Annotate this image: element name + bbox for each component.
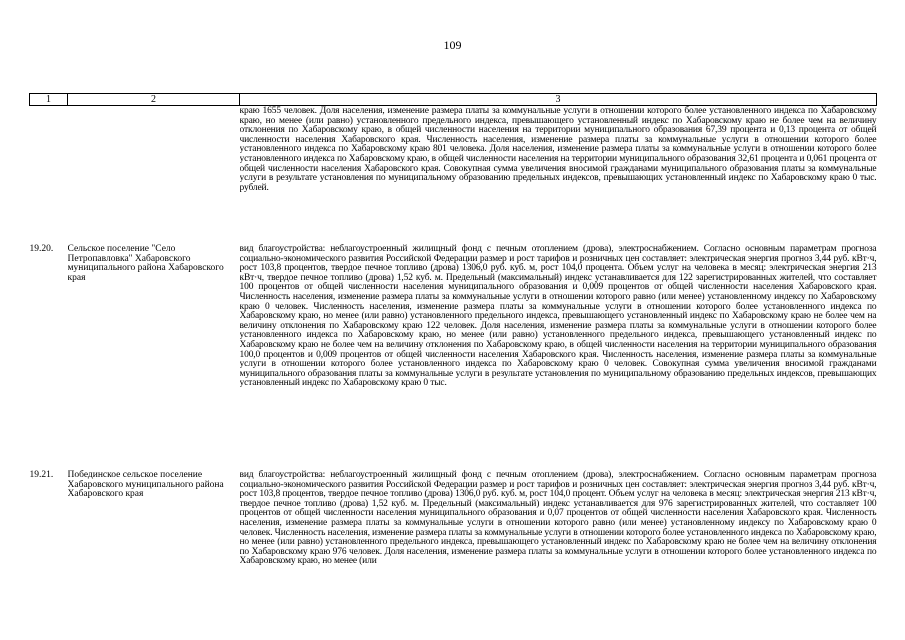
page-number: 109	[443, 38, 462, 52]
table-row	[30, 106, 877, 236]
table-row	[30, 459, 877, 623]
row-description: вид благоустройства: неблагоустроенный жилищный фонд с печным отоплением (дрова), электроснабжением. Согласно основным параметрам прогноза социально-экономического развития Российской Федерации размер и рост тарифов и розничных цен составляет: электрическая энергия прогноз 3,44 руб. кВт·ч, рост 103,8 процентов, твердое печное топливо (дрова) 1306,0 руб. куб. м, рост 104,0 процент. Объем услуг на человека в месяц: электрическая энергия 213 кВт·ч, твердое печное топливо (дрова) 1,52 куб. м. Предельный (максимальный) индекс устанавливается для 976 зарегистрированных жителей, что составляет 100 процентов от общей численности населения муниципального образования и 0,07 процентов от общей численности населения Хабаровского края. Численность населения, изменение размера платы за коммунальные услуги в отношении которого равно (или менее) установленному индексу по Хабаровскому краю 0 человек. Численность населения, изменение размера платы за коммунальные услуги в отношении которого более установленного индекса по Хабаровскому краю, но менее (или равно) установленного предельного индекса, превышающего установленный индекс по Хабаровскому краю не более чем на величину отклонения по Хабаровскому краю 976 человек. Доля населения, изменение размера платы за коммунальные услуги в отношении которого более установленного индекса по Хабаровскому краю, но менее (или	[239, 470, 877, 567]
column-header-2: 2	[68, 94, 240, 106]
row-number	[30, 106, 68, 236]
row-description: краю 1655 человек. Доля населения, изменение размера платы за коммунальные услуги в отношении которого более установленного индекса по Хабаровскому краю, но менее (или равно) установленного предельного индекса, превышающего установленный индекс по Хабаровскому краю не более чем на величину отклонения по Хабаровскому краю, в общей численности населения на территории муниципального образования 67,39 процента и 0,13 процента от общей численности населения Хабаровского края. Численность населения, изменение размера платы за коммунальные услуги в отношении которого более установленного индекса по Хабаровскому краю 801 человека. Доля населения, изменение размера платы за коммунальные услуги в отношении которого более установленного индекса по Хабаровскому краю, в общей численности населения на территории муниципального образования 32,61 процента и 0,061 процента от общей численности населения Хабаровского края. Совокупная сумма увеличения вносимой гражданами муниципального образования платы за коммунальные услуги в результате установления по муниципальному образованию предельных индексов, превышающих установленный индекс по Хабаровскому краю 0 тыс. рублей.	[239, 106, 877, 193]
municipal-index-table	[29, 93, 877, 623]
table-row	[30, 235, 877, 459]
column-header-1: 1	[30, 94, 68, 106]
column-header-3: 3	[240, 94, 877, 106]
municipality-name	[68, 106, 240, 236]
row-description: вид благоустройства: неблагоустроенный жилищный фонд с печным отоплением (дрова), электроснабжением. Согласно основным параметрам прогноза социально-экономического развития Российской Федерации размер и рост тарифов и розничных цен составляет: электрическая энергия прогноз 3,44 руб. кВт·ч, рост 103,8 процентов, твердое печное топливо (дрова) 1306,0 руб. куб. м, рост 104,0 процента. Объем услуг на человека в месяц: электрическая энергия 213 кВт·ч, твердое печное топливо (дрова) 1,52 куб. м. Предельный (максимальный) индекс устанавливается для 122 зарегистрированных жителей, что составляет 100 процентов от общей численности населения муниципального образования и 0,009 процентов от общей численности населения Хабаровского края. Численность населения, изменение размера платы за коммунальные услуги в отношении которого равно (или менее) установленному индексу по Хабаровскому краю 0 человек. Численность населения, изменение размера платы за коммунальные услуги в отношении которого более установленного индекса по Хабаровскому краю, но менее (или равно) установленного предельного индекса, превышающего установленный индекс по Хабаровскому краю не более чем на величину отклонения по Хабаровскому краю 122 человек. Доля населения, изменение размера платы за коммунальные услуги в отношении которого более установленного индекса по Хабаровскому краю, но менее (или равно) установленного предельного индекса, превышающего установленный индекс по Хабаровскому краю не более чем на величину отклонения по Хабаровскому краю, в общей численности населения на территории муниципального образования 100,0 процентов и 0,009 процентов от общей численности населения Хабаровского края. Численность населения, изменение размера платы за коммунальные услуги в отношении которого более установленного индекса по Хабаровскому краю 0 человек. Совокупная сумма увеличения вносимой гражданами муниципального образования платы за коммунальные услуги в результате установления по муниципальному образованию предельных индексов, превышающих установленный индекс по Хабаровскому краю 0 тыс.	[239, 244, 877, 389]
row-number: 19.21.	[29, 470, 54, 480]
table-header-row	[30, 94, 877, 106]
row-number: 19.20.	[29, 244, 54, 254]
table-header	[30, 94, 877, 106]
municipality-name: Сельское поселение "Село Петропавловка" Хабаровского муниципального района Хабаровского края	[67, 244, 224, 283]
municipality-name: Побединское сельское поселение Хабаровского муниципального района Хабаровского края	[67, 470, 224, 500]
